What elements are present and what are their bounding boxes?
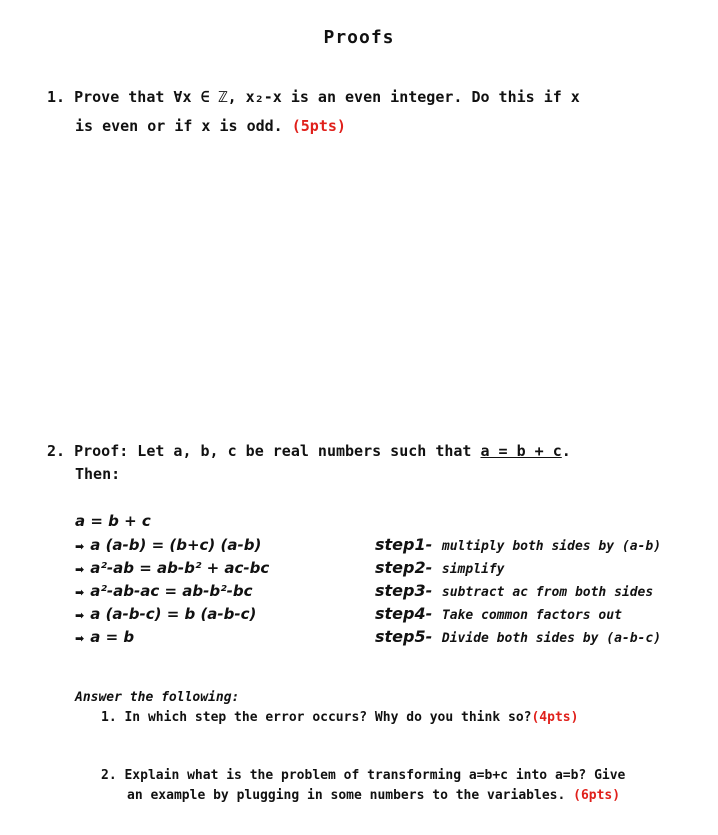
step-label: step4- [375,604,433,623]
q2-start-equation: a = b + c [75,512,151,530]
q1-points: (5pts) [291,117,346,135]
step-equation: ➡ a = b [75,628,135,646]
q2-number: 2. [47,442,66,460]
step-equation: ➡ a (a-b-c) = b (a-b-c) [75,605,257,623]
sub-question-1: 1. In which step the error occurs? Why do you think so?(4pts) [101,710,579,725]
step-equation: ➡ a²-ab-ac = ab-b²-bc [75,582,253,600]
sub1-points: (4pts) [531,710,579,725]
q2-then: Then: [75,465,121,483]
q2-intro-suffix: . [561,442,571,460]
step-description: simplify [441,562,505,577]
sub-question-2-line2: an example by plugging in some numbers to the variables. (6pts) [127,788,621,803]
q2-intro-equation: a = b + c [480,442,562,460]
page-title: Proofs [323,27,395,48]
step-label: step5- [375,627,433,646]
step-description: multiply both sides by (a-b) [441,539,662,554]
q1-line1 [47,88,580,106]
step-row [375,604,622,623]
step-row [375,558,505,577]
step-label: step3- [375,581,433,600]
q1-text-line1: Prove that ∀x ∈ ℤ, x₂-x is an even integer. Do this if x [74,88,580,106]
arrow-right-icon: ➡ [75,540,85,553]
answer-heading: Answer the following: [75,690,240,705]
q1-line2 [75,117,346,135]
q1-number: 1. [47,88,66,106]
step-description: subtract ac from both sides [441,585,654,600]
sub-question-2-line1: 2. Explain what is the problem of transforming a=b+c into a=b? Give [101,768,626,783]
step-label: step2- [375,558,433,577]
step-description: Divide both sides by (a-b-c) [441,631,662,646]
arrow-right-icon: ➡ [75,632,85,645]
step-row [375,581,653,600]
arrow-right-icon: ➡ [75,563,85,576]
sub2-points: (6pts) [573,788,621,803]
step-row [375,627,661,646]
step-description: Take common factors out [441,608,622,623]
arrow-right-icon: ➡ [75,609,85,622]
step-row [375,535,661,554]
q2-intro-prefix: Proof: Let a, b, c be real numbers such that [74,442,472,460]
step-label: step1- [375,535,433,554]
q2-intro [47,442,571,460]
q1-text-line2: is even or if x is odd. [75,117,283,135]
step-equation: ➡ a (a-b) = (b+c) (a-b) [75,536,262,554]
arrow-right-icon: ➡ [75,586,85,599]
step-equation: ➡ a²-ab = ab-b² + ac-bc [75,559,270,577]
